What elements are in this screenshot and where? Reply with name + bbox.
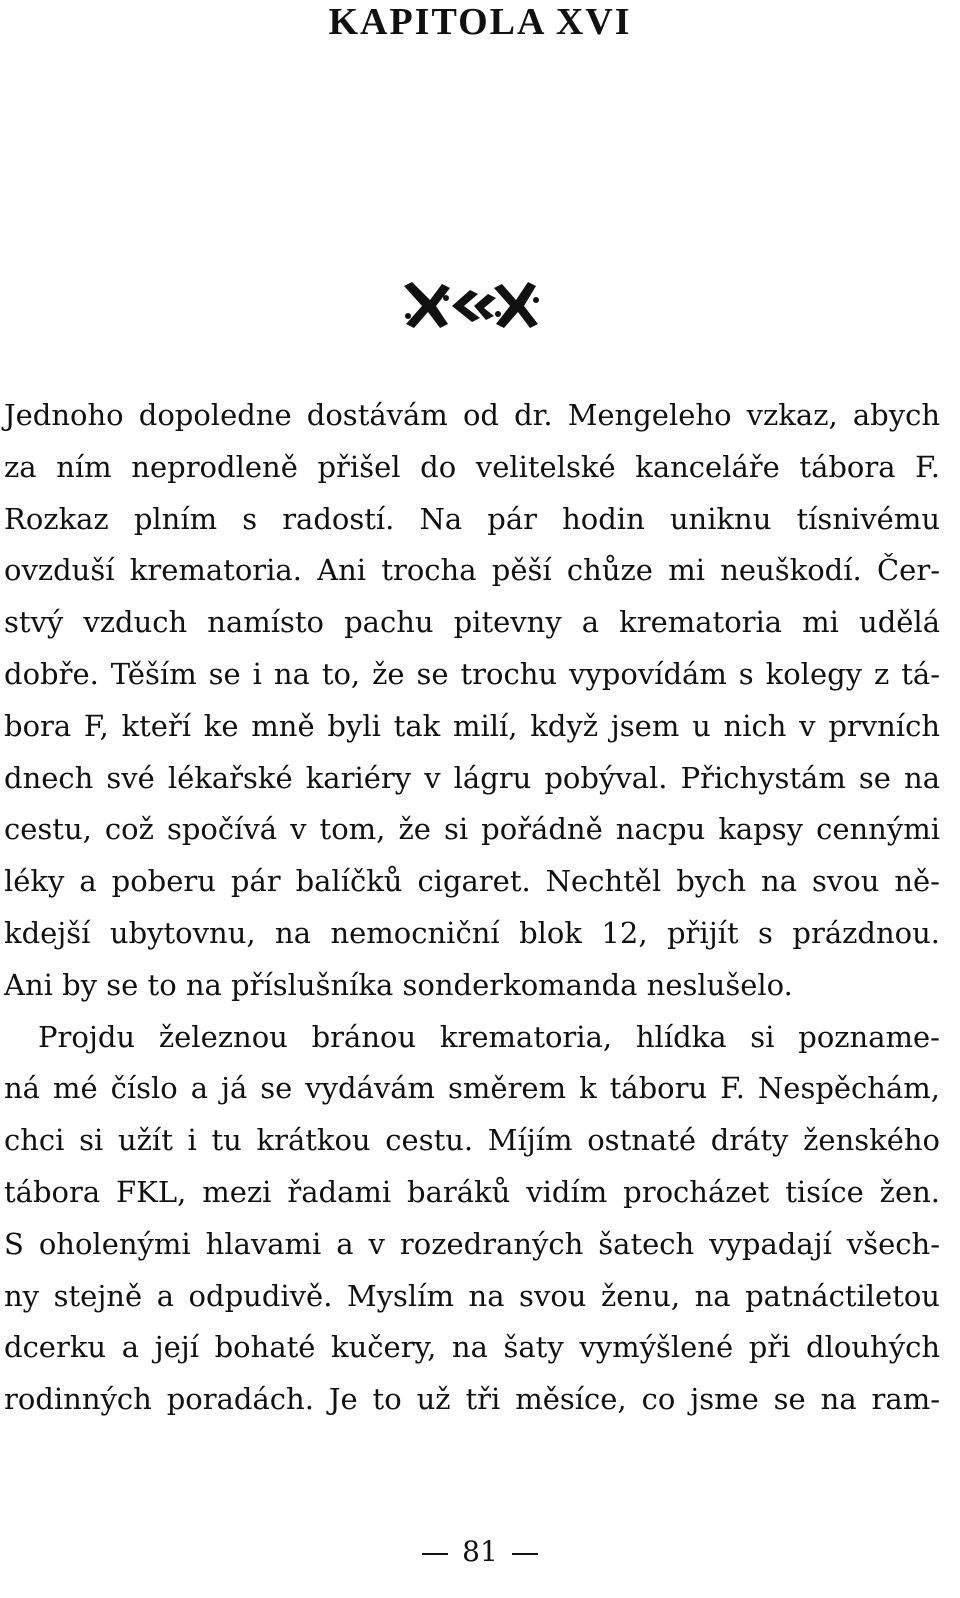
text-line: Projdu železnou bránou krematoria, hlídka si poznamе-: [38, 1019, 940, 1054]
right-dash: [512, 1553, 538, 1555]
text-line: ny stejně a odpudivě. Myslím na svou ženu, na patnáctiletou: [4, 1278, 940, 1313]
text-line: Ani by se to na příslušníka sonderkomanda neslušelo.: [4, 967, 793, 1002]
chapter-title: KAPITOLA XVI: [328, 1, 632, 43]
text-line: rodinných poradách. Je to už tři měsíce, co jsme se na ram-: [4, 1382, 940, 1417]
text-line: bora F, kteří ke mně byli tak milí, když jsem u nich v prvních: [4, 708, 940, 743]
text-line: chci si užít i tu krátkou cestu. Míjím ostnaté dráty ženského: [4, 1123, 940, 1158]
text-line: ná mé číslo a já se vydávám směrem k táboru F. Nespěchám,: [4, 1071, 940, 1106]
text-line: dnech své lékařské kariéry v lágru pobýval. Přichystám se na: [4, 760, 940, 795]
text-line: stvý vzduch namísto pachu pitevny a krematoria mi udělá: [4, 605, 940, 640]
text-line: S oholenými hlavami a v rozedraných šatech vypadají všech-: [4, 1226, 940, 1261]
chapter-body-text: [4, 390, 940, 1426]
text-line: léky a poberu pár balíčků cigaret. Nechtěl bych na svou ně-: [4, 864, 940, 899]
text-line: kdejší ubytovnu, na nemocniční blok 12, přijít s prázdnou.: [4, 915, 940, 950]
text-line: cestu, což spočívá v tom, že si pořádně nacpu kapsy cennými: [4, 812, 940, 847]
text-line: dobře. Těším se i na to, že se trochu vypovídám s kolegy z tá-: [4, 656, 940, 691]
text-line: Rozkaz plním s radostí. Na pár hodin uniknu tísnivému: [4, 501, 940, 536]
text-line: za ním neprodleně přišel do velitelské kanceláře tábora F.: [4, 449, 940, 484]
text-line: ovzduší krematoria. Ani trocha pěší chůze mi neuškodí. Čer-: [4, 553, 940, 588]
page-number-footer: [0, 1532, 960, 1572]
decorative-flourish-icon: [400, 276, 544, 332]
text-line: Jednoho dopoledne dostávám od dr. Mengeleho vzkaz, abych: [4, 398, 940, 432]
text-line: dcerku a její bohaté kučery, na šaty vymýšlené při dlouhých: [4, 1330, 940, 1365]
left-dash: [422, 1553, 448, 1555]
page-number: 81: [462, 1535, 498, 1568]
text-line: tábora FKL, mezi řadami baráků vidím procházet tisíce žen.: [4, 1174, 940, 1209]
